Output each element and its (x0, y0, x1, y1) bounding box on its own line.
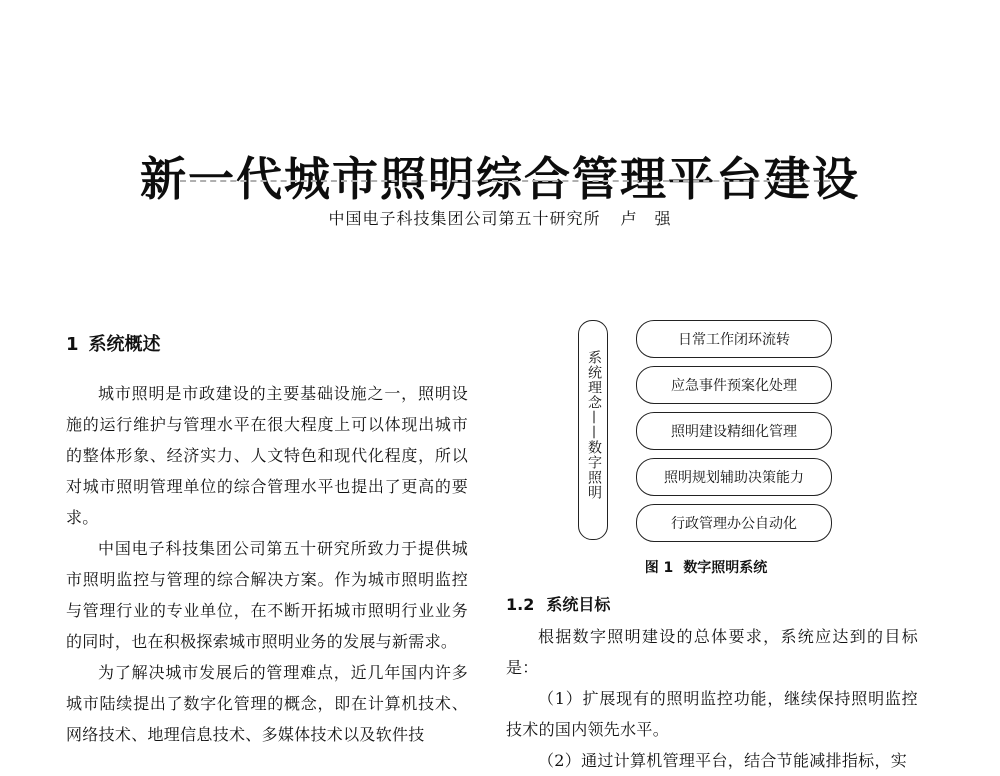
title-underline (180, 180, 830, 182)
paper-title: 新一代城市照明综合管理平台建设 (140, 151, 860, 206)
figure-1-label: 图 1 (644, 560, 674, 576)
paragraph: 中国电子科技集团公司第五十研究所致力于提供城市照明监控与管理的综合解决方案。作为城市照明监控与管理行业的专业单位，在不断开拓城市照明行业业务的同时，也在积极探索城市照明业务的发展与新需求。 (66, 539, 468, 651)
paragraph: 城市照明是市政建设的主要基础设施之一，照明设施的运行维护与管理水平在很大程度上可以体现出城市的整体形象、经济实力、人文特色和现代化程度，所以对城市照明管理单位的综合管理水平也提出了更高的要求。 (66, 384, 468, 527)
left-column (66, 330, 468, 750)
section-1-title: 系统概述 (88, 334, 161, 355)
author-line (0, 206, 1000, 229)
section-1-number: 1 (66, 334, 79, 355)
concept-item: 照明规划辅助决策能力 (636, 458, 832, 496)
section-1-2-number: 1.2 (506, 595, 535, 614)
concept-item: 日常工作闭环流转 (636, 320, 832, 358)
paragraph: 为了解决城市发展后的管理难点，近几年国内许多城市陆续提出了数字化管理的概念，即在计算机技术、网络技术、地理信息技术、多媒体技术以及软件技 (66, 663, 468, 744)
figure-1-caption (578, 557, 834, 577)
concept-item: 行政管理办公自动化 (636, 504, 832, 542)
author-affiliation: 中国电子科技集团公司第五十研究所 (328, 209, 601, 228)
right-column (506, 592, 918, 776)
concept-item: 应急事件预案化处理 (636, 366, 832, 404)
section-1-2-heading (506, 592, 918, 615)
figure-1-diagram (578, 320, 834, 544)
concept-label: 系统理念——数字照明 (586, 350, 602, 500)
paragraph: （1）扩展现有的照明监控功能，继续保持照明监控技术的国内领先水平。 (506, 689, 918, 739)
paragraph: （2）通过计算机管理平台，结合节能减排指标，实 (538, 751, 908, 770)
section-1-heading (66, 330, 468, 356)
concept-item: 照明建设精细化管理 (636, 412, 832, 450)
paragraph: 根据数字照明建设的总体要求，系统应达到的目标是： (506, 627, 918, 677)
author-name: 卢 强 (620, 209, 672, 228)
figure-1-text: 数字照明系统 (683, 560, 768, 576)
section-1-2-title: 系统目标 (546, 595, 611, 614)
